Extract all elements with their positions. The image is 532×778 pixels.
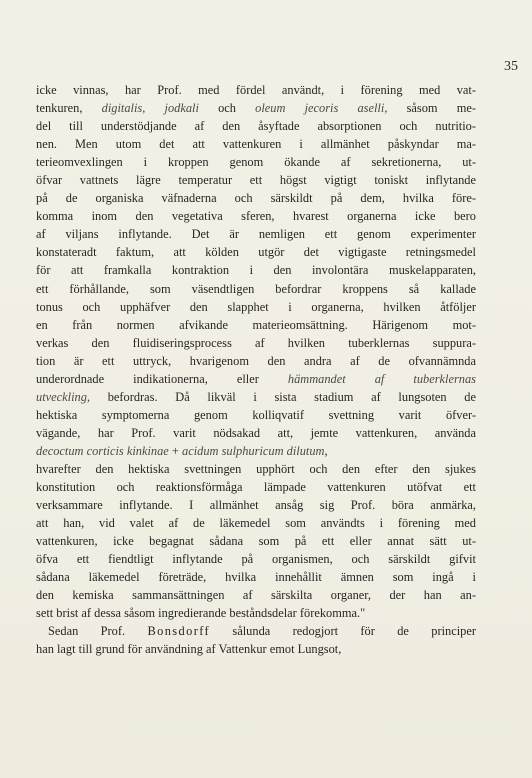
text-line <box>36 532 476 550</box>
text-segment: terieomvexlingen i kroppen genom ökande af sekretionerna, ut- <box>36 155 476 170</box>
text-line <box>36 424 476 442</box>
text-segment: en från normen afvikande materieomsättning. Härigenom mot- <box>36 317 476 332</box>
text-line <box>36 280 476 298</box>
text-line <box>36 622 476 640</box>
text-segment: af viljans inflytande. Det är nemligen ett genom experimenter <box>36 227 476 242</box>
text-segment: han lagt till grund för användning af Vattenkur emot Lungsot, <box>36 642 342 657</box>
text-segment: tenkuren, <box>36 101 102 116</box>
text-segment: den kemiska sammansättningen af särskilta organer, der han an- <box>36 588 476 603</box>
text-line <box>36 442 476 460</box>
text-line <box>36 117 476 135</box>
text-line <box>36 478 476 496</box>
text-segment: komma inom den vegetativa sferen, hvarest organerna icke bero <box>36 209 476 224</box>
text-line <box>36 316 476 334</box>
text-segment: vägande, har Prof. varit nödsakad att, jemte vattenkuren, använda <box>36 425 476 440</box>
text-segment: del till understödjande af den åsyftade absorptionen och nutritio- <box>36 119 476 134</box>
text-segment: för att framkalla kontraktion i den involontära muskelapparaten, <box>36 263 476 278</box>
text-segment: tion är ett uttryck, hvarigenom den andra af de ofvannämnda <box>36 353 476 368</box>
italic-text: utveckling, <box>36 389 91 404</box>
text-segment: sålunda redogjort för de principer <box>210 624 476 639</box>
text-segment: verksammare inflytande. I allmänhet ansåg sig Prof. böra anmärka, <box>36 498 476 513</box>
text-segment: såsom me- <box>387 101 476 116</box>
text-segment: öfva ett fiendtligt inflytande på organismen, och särskildt gifvit <box>36 552 476 567</box>
text-line <box>36 171 476 189</box>
text-segment: underordnade indikationerna, eller <box>36 371 288 386</box>
text-line <box>36 406 476 424</box>
text-line <box>36 370 476 388</box>
text-segment: tonus och upphäfver den slapphet i organerna, hvilken åtföljer <box>36 299 476 314</box>
italic-text: digitalis, jodkali <box>101 101 199 116</box>
text-line <box>36 496 476 514</box>
italic-text: acidum sulphuricum dilutum <box>182 443 325 458</box>
spaced-name: Bonsdorff <box>147 624 211 639</box>
text-line <box>36 225 476 243</box>
text-line <box>36 460 476 478</box>
text-segment: sett brist af dessa såsom ingredierande beståndsdelar förekomma." <box>36 606 366 621</box>
text-segment: , <box>324 443 328 458</box>
text-segment: konstateradt faktum, att kölden utgör det vigtigaste retningsmedel <box>36 245 476 260</box>
text-segment: + <box>168 443 182 458</box>
text-segment: och <box>198 101 256 116</box>
text-line <box>36 99 476 117</box>
text-segment: verkas den fluidiseringsprocess af hvilken tuberklernas suppura- <box>36 335 476 350</box>
text-line <box>36 207 476 225</box>
text-segment: befordras. Då likväl i sista stadium af lungsoten de <box>90 389 476 404</box>
italic-text: decoctum corticis kinkinae <box>36 443 169 458</box>
text-line <box>36 298 476 316</box>
italic-text: hämmandet af tuberklernas <box>287 371 476 386</box>
text-line <box>36 352 476 370</box>
text-line <box>36 604 476 622</box>
text-line <box>36 334 476 352</box>
text-line <box>36 514 476 532</box>
text-line <box>36 261 476 279</box>
text-line <box>36 189 476 207</box>
text-line <box>36 550 476 568</box>
text-segment: icke vinnas, har Prof. med fördel användt, i förening med vat- <box>36 83 476 97</box>
text-segment: vattenkuren, icke begagnat sådana som på ett eller annat sätt ut- <box>36 534 476 549</box>
text-segment: sådana läkemedel företräde, hvilka innehållit ämnen som ingå i <box>36 570 476 585</box>
text-segment: öfvar vattnets lägre temperatur ett högst vigtigt toniskt inflytande <box>36 173 476 188</box>
text-line <box>36 586 476 604</box>
body-text <box>36 81 476 659</box>
text-segment: hektiska symptomerna genom kolliqvatif svettning varit öfver- <box>36 407 476 422</box>
text-segment: ett förhållande, som väsendtligen befordrar kroppens så kallade <box>36 281 476 296</box>
text-line <box>36 81 476 99</box>
text-line <box>36 135 476 153</box>
text-segment: konstitution och reaktionsförmåga lämpade vattenkuren utöfvat ett <box>36 480 476 495</box>
page-number: 35 <box>504 59 518 74</box>
text-segment: Sedan Prof. <box>48 624 148 639</box>
text-line <box>36 640 476 658</box>
text-segment: nen. Men utom det att vattenkuren i allmänhet påskyndar ma- <box>36 137 476 152</box>
text-line <box>36 388 476 406</box>
italic-text: oleum jecoris aselli, <box>255 101 388 116</box>
text-line <box>36 153 476 171</box>
text-segment: att han, vid valet af de läkemedel som användts i förening med <box>36 516 476 531</box>
text-line <box>36 243 476 261</box>
text-line <box>36 568 476 586</box>
text-segment: på de organiska väfnaderna och särskildt på dem, hvilka före- <box>36 191 476 206</box>
text-segment: hvarefter den hektiska svettningen upphört och den efter den sjukes <box>36 461 476 476</box>
